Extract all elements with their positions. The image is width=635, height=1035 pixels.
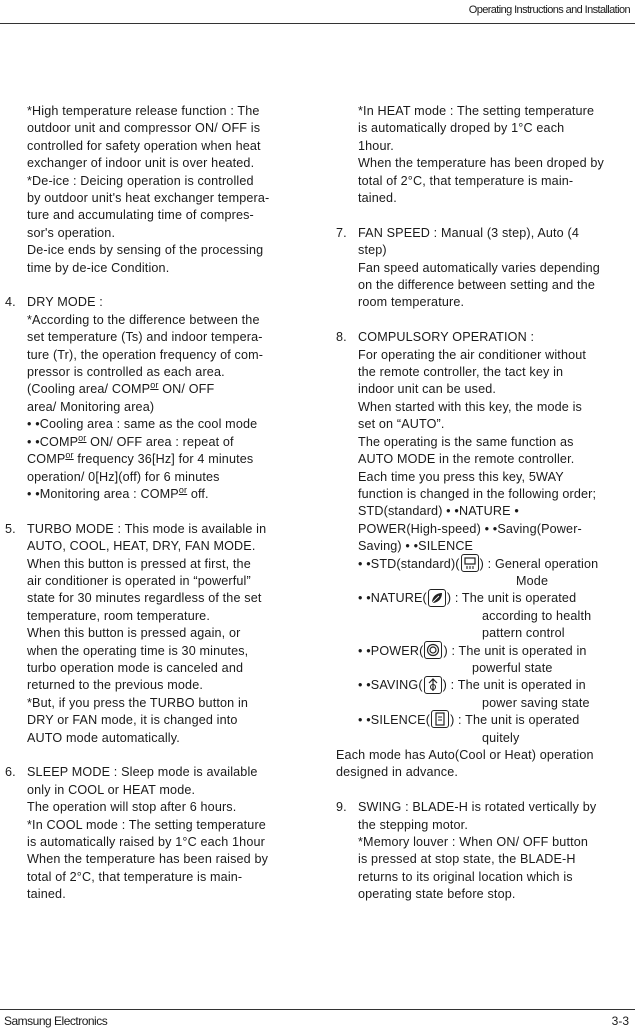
superscript-or: or bbox=[65, 450, 74, 461]
mode-power-line: • •POWER( ) : The unit is operated in bbox=[358, 643, 633, 660]
header-title: Operating Instructions and Installation bbox=[468, 4, 630, 16]
text-line: pressor is controlled as each area. bbox=[27, 365, 225, 380]
superscript-or: or bbox=[178, 484, 188, 495]
text-line: state for 30 minutes regardless of the set bbox=[27, 591, 262, 606]
text-line: AUTO MODE in the remote controller. bbox=[358, 452, 575, 467]
text-line: tained. bbox=[27, 887, 66, 902]
text-line: *In HEAT mode : The setting temperature bbox=[358, 104, 595, 118]
footer-company: Samsung Electronics bbox=[4, 1014, 108, 1028]
footer-rule bbox=[0, 1009, 635, 1010]
text-line: quitely bbox=[482, 730, 520, 745]
text-line: is pressed at stop state, the BLADE-H bbox=[358, 852, 576, 867]
text-line: returned to the previous mode. bbox=[27, 678, 204, 693]
text-line: Each time you press this key, 5WAY bbox=[358, 469, 564, 484]
text-line: function is changed in the following order; bbox=[358, 486, 597, 501]
section-fan-speed bbox=[336, 225, 633, 312]
text-line: *High temperature release function : The bbox=[27, 104, 260, 118]
text-line: *In COOL mode : The setting temperature bbox=[27, 817, 266, 832]
section-number: 4. bbox=[5, 295, 16, 310]
text-line: operation/ 0[Hz](off) for 6 minutes bbox=[27, 469, 220, 484]
text-line: operating state before stop. bbox=[358, 887, 516, 902]
text-line: De-ice ends by sensing of the processing bbox=[27, 243, 264, 258]
text-line: only in COOL or HEAT mode. bbox=[27, 782, 196, 797]
section-number: 8. bbox=[336, 330, 347, 345]
section-dry-mode bbox=[5, 294, 297, 503]
text-line: air conditioner is operated in “powerful” bbox=[27, 573, 251, 588]
text-line: the remote controller, the tact key in bbox=[358, 365, 564, 380]
paragraph-release-deice bbox=[5, 103, 297, 277]
superscript-or: or bbox=[78, 432, 87, 443]
text-line: step) bbox=[358, 243, 387, 258]
text-line: $COMP^{or}$ frequency 36[Hz] for 4 minutes bbox=[27, 450, 254, 467]
text-line: Each mode has Auto(Cool or Heat) operation bbox=[336, 748, 594, 762]
text-line: turbo operation mode is canceled and bbox=[27, 660, 244, 675]
text-line: Mode bbox=[516, 573, 549, 588]
text-line: power saving state bbox=[482, 695, 590, 710]
text-line: POWER(High-speed) • •Saving(Power- bbox=[358, 521, 582, 536]
section-title: COMPULSORY OPERATION : bbox=[358, 330, 535, 345]
text-line: pattern control bbox=[482, 626, 565, 641]
text-line: Saving) • •SILENCE bbox=[358, 539, 474, 554]
text-line: indoor unit can be used. bbox=[358, 382, 497, 397]
text-line: returns to its original location which is bbox=[358, 869, 573, 884]
text-line: When the temperature has been raised by bbox=[27, 852, 269, 867]
text-line: ture (Tr), the operation frequency of com- bbox=[27, 347, 264, 362]
paragraph-auto-operation bbox=[336, 747, 633, 782]
text-line: powerful state bbox=[472, 660, 553, 675]
section-title: SWING : BLADE-H is rotated vertically by bbox=[358, 800, 597, 815]
text-line: temperature, room temperature. bbox=[27, 608, 210, 623]
header-rule bbox=[0, 23, 635, 24]
text-line: STD(standard) • •NATURE • bbox=[358, 504, 519, 519]
text-line: controlled for safety operation when heat bbox=[27, 138, 261, 153]
section-number: 6. bbox=[5, 765, 16, 780]
superscript-or: or bbox=[150, 380, 159, 391]
left-column bbox=[5, 103, 297, 904]
section-title: TURBO MODE : This mode is available in bbox=[27, 521, 267, 536]
text-line: according to health bbox=[482, 608, 592, 623]
text-line: ture and accumulating time of compres- bbox=[27, 208, 254, 223]
text-line: total of 2°C, that temperature is main- bbox=[358, 173, 574, 188]
mode-silence-line: • •SILENCE( ) : The unit is operated bbox=[358, 712, 633, 729]
text-line: tained. bbox=[358, 191, 397, 206]
mode-saving-line: • •SAVING( ) : The unit is operated in bbox=[358, 677, 633, 694]
text-line: When this button is pressed again, or bbox=[27, 626, 241, 641]
text-line: is automatically raised by 1°C each 1hour bbox=[27, 835, 265, 850]
text-line: (Cooling area/ $COMP^{or}$ ON/ OFF bbox=[27, 380, 215, 397]
text-line: When this button is pressed at first, the bbox=[27, 556, 251, 571]
section-turbo-mode bbox=[5, 521, 297, 747]
nature-leaf-icon bbox=[428, 589, 446, 607]
text-line: • •Cooling area : same as the cool mode bbox=[27, 417, 258, 432]
standard-mode-icon bbox=[461, 554, 479, 572]
mode-nature-line: • •NATURE( ) : The unit is operated bbox=[358, 590, 633, 607]
text-line: • $•COMP^{or}$ ON/ OFF area : repeat of bbox=[27, 432, 234, 449]
text-line: outdoor unit and compressor ON/ OFF is bbox=[27, 121, 261, 136]
text-line: *Memory louver : When ON/ OFF button bbox=[358, 835, 589, 850]
paragraph-heat-mode bbox=[336, 103, 633, 207]
text-line: time by de-ice Condition. bbox=[27, 260, 170, 275]
text-line: AUTO, COOL, HEAT, DRY, FAN MODE. bbox=[27, 539, 256, 554]
text-line: the stepping motor. bbox=[358, 817, 468, 832]
text-line: The operation will stop after 6 hours. bbox=[27, 800, 237, 815]
right-column bbox=[336, 103, 633, 904]
text-line: 1hour. bbox=[358, 138, 394, 153]
text-line: total of 2°C, that temperature is main- bbox=[27, 869, 243, 884]
text-line: room temperature. bbox=[358, 295, 465, 310]
section-compulsory-operation bbox=[336, 329, 633, 747]
power-mode-icon bbox=[424, 641, 442, 659]
section-number: 9. bbox=[336, 800, 347, 815]
text-line: *But, if you press the TURBO button in bbox=[27, 695, 249, 710]
section-title: SLEEP MODE : Sleep mode is available bbox=[27, 765, 258, 780]
section-sleep-mode bbox=[5, 764, 297, 903]
text-line: *De-ice : Deicing operation is controlled bbox=[27, 173, 254, 188]
section-number: 5. bbox=[5, 521, 16, 536]
text-line: is automatically droped by 1°C each bbox=[358, 121, 565, 136]
section-swing bbox=[336, 799, 633, 903]
text-line: DRY or FAN mode, it is changed into bbox=[27, 713, 238, 728]
text-line: designed in advance. bbox=[336, 765, 459, 780]
text-line: when the operating time is 30 minutes, bbox=[27, 643, 249, 658]
text-line: When the temperature has been droped by bbox=[358, 156, 604, 171]
text-line: on the difference between setting and the bbox=[358, 278, 595, 293]
section-title: FAN SPEED : Manual (3 step), Auto (4 bbox=[358, 225, 579, 240]
text-line: exchanger of indoor unit is over heated. bbox=[27, 156, 255, 171]
text-line: by outdoor unit's heat exchanger tempera- bbox=[27, 191, 270, 206]
section-number: 7. bbox=[336, 225, 347, 240]
text-line: • •Monitoring area : $COMP^{or}$ off. bbox=[27, 484, 209, 501]
text-line: *According to the difference between the bbox=[27, 312, 260, 327]
text-line: set on “AUTO”. bbox=[358, 417, 445, 432]
text-line: When started with this key, the mode is bbox=[358, 399, 583, 414]
text-line: area/ Monitoring area) bbox=[27, 399, 155, 414]
text-line: Fan speed automatically varies depending bbox=[358, 260, 600, 275]
text-line: For operating the air conditioner without bbox=[358, 347, 587, 362]
mode-std-line: • •STD(standard)( ) : General operation bbox=[358, 556, 633, 573]
text-line: sor's operation. bbox=[27, 225, 116, 240]
section-title: DRY MODE : bbox=[27, 295, 103, 310]
silence-mode-icon bbox=[431, 710, 449, 728]
footer-page-number: 3-3 bbox=[611, 1014, 629, 1028]
text-line: set temperature (Ts) and indoor tempera- bbox=[27, 330, 263, 345]
text-line: AUTO mode automatically. bbox=[27, 730, 180, 745]
text-line: The operating is the same function as bbox=[358, 434, 574, 449]
saving-mode-icon bbox=[424, 676, 442, 694]
